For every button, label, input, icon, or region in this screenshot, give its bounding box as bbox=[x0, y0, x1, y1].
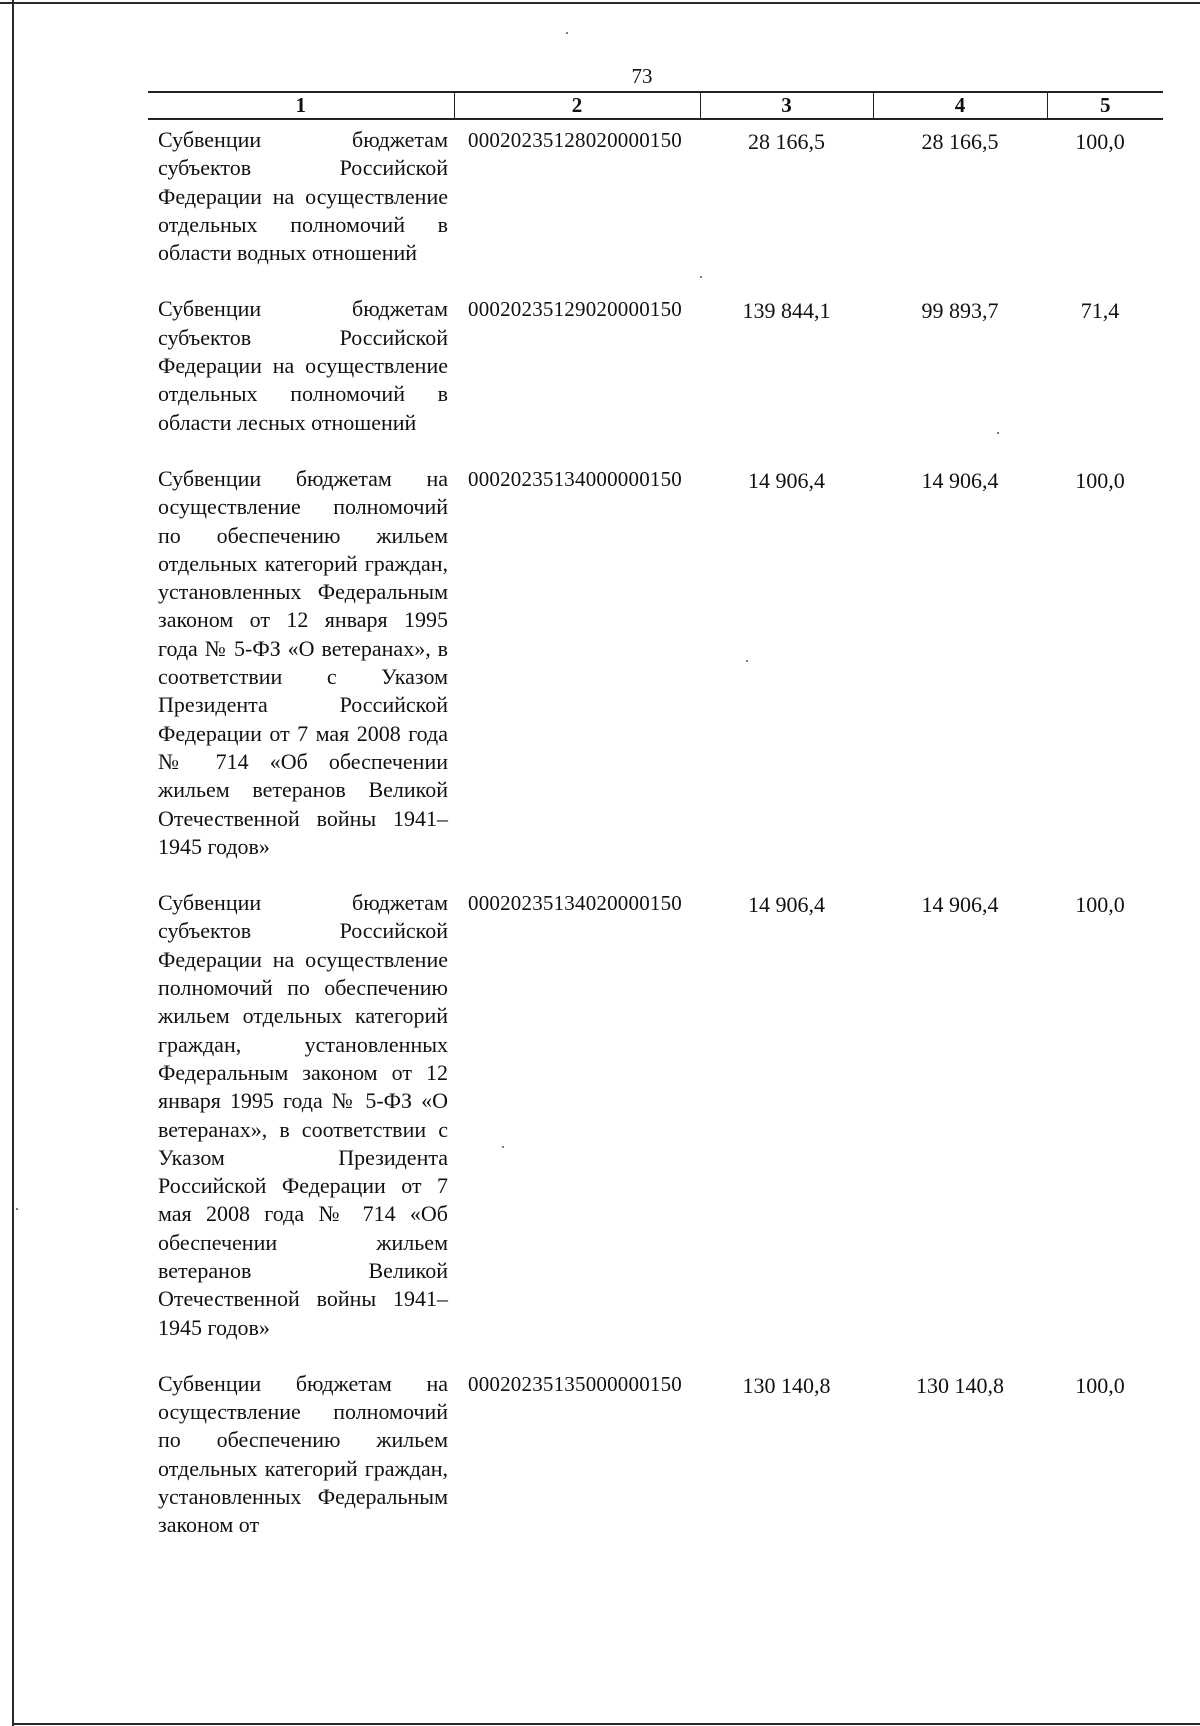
row-code: 00020235134020000150 bbox=[468, 891, 682, 916]
scan-frame-left-edge bbox=[12, 0, 14, 1726]
row-description: Субвенции бюджетам на осуществление полномочий по обеспечению жильем отдельных категорий граждан, установленных Федеральным законом от 12 января 1995 года № 5-ФЗ «О ветеранах», в соответствии с Указом Президента Российской Федерации от 7 мая 2008 года № 714 «Об обеспечении жильем ветеранов Великой Отечественной войны 1941–1945 годов» bbox=[158, 465, 448, 859]
row-code: 00020235129020000150 bbox=[468, 297, 682, 322]
column-header-1: 1 bbox=[148, 92, 454, 119]
table-row bbox=[148, 289, 1163, 458]
budget-table bbox=[148, 91, 1163, 1562]
row-value-col5: 100,0 bbox=[1075, 129, 1125, 154]
row-description: Субвенции бюджетам субъектов Российской Федерации на осуществление полномочий по обеспечению жильем отдельных категорий граждан, установленных Федеральным законом от 12 января 1995 года № 5-ФЗ «О ветеранах», в соответствии с Указом Президента Российской Федерации от 7 мая 2008 года № 714 «Об обеспечении жильем ветеранов Великой Отечественной войны 1941–1945 годов» bbox=[158, 890, 448, 1340]
row-value-col4: 28 166,5 bbox=[921, 129, 999, 154]
row-code: 00020235128020000150 bbox=[468, 128, 682, 152]
row-value-col5: 100,0 bbox=[1075, 892, 1125, 918]
column-header-4: 4 bbox=[873, 92, 1047, 119]
column-header-3: 3 bbox=[700, 92, 873, 119]
row-value-col5: 71,4 bbox=[1080, 298, 1120, 324]
table-row bbox=[148, 459, 1163, 883]
row-value-col4: 14 906,4 bbox=[921, 892, 999, 918]
column-header-2: 2 bbox=[454, 92, 700, 119]
row-description: Субвенции бюджетам субъектов Российской Федерации на осуществление отдельных полномочий в области лесных отношений bbox=[158, 296, 448, 435]
table-row bbox=[148, 1364, 1163, 1562]
row-value-col5: 100,0 bbox=[1075, 1372, 1125, 1398]
table-row bbox=[148, 883, 1163, 1364]
row-value-col3: 14 906,4 bbox=[748, 467, 825, 493]
row-code: 00020235135000000150 bbox=[468, 1371, 682, 1396]
row-description: Субвенции бюджетам на осуществление полномочий по обеспечению жильем отдельных категорий граждан, установленных Федеральным законом от bbox=[158, 1370, 448, 1538]
row-value-col4: 130 140,8 bbox=[916, 1372, 1004, 1398]
table-header-row bbox=[148, 92, 1163, 119]
row-value-col3: 28 166,5 bbox=[748, 129, 825, 154]
row-value-col3: 14 906,4 bbox=[748, 892, 825, 918]
column-header-5: 5 bbox=[1047, 92, 1163, 119]
table-row bbox=[148, 119, 1163, 289]
row-value-col4: 99 893,7 bbox=[921, 298, 999, 324]
row-value-col4: 14 906,4 bbox=[921, 467, 999, 493]
row-code: 00020235134000000150 bbox=[468, 466, 682, 491]
scan-speck bbox=[566, 32, 568, 34]
scan-frame-bottom-edge bbox=[12, 1723, 1200, 1725]
row-value-col3: 139 844,1 bbox=[742, 298, 831, 324]
scan-speck bbox=[16, 1208, 18, 1210]
row-description: Субвенции бюджетам субъектов Российской Федерации на осуществление отдельных полномочий в области водных отношений bbox=[158, 127, 448, 266]
page-number: 73 bbox=[631, 64, 653, 88]
scan-frame-top-edge bbox=[0, 2, 1200, 4]
row-value-col5: 100,0 bbox=[1075, 467, 1125, 493]
row-value-col3: 130 140,8 bbox=[742, 1372, 831, 1398]
